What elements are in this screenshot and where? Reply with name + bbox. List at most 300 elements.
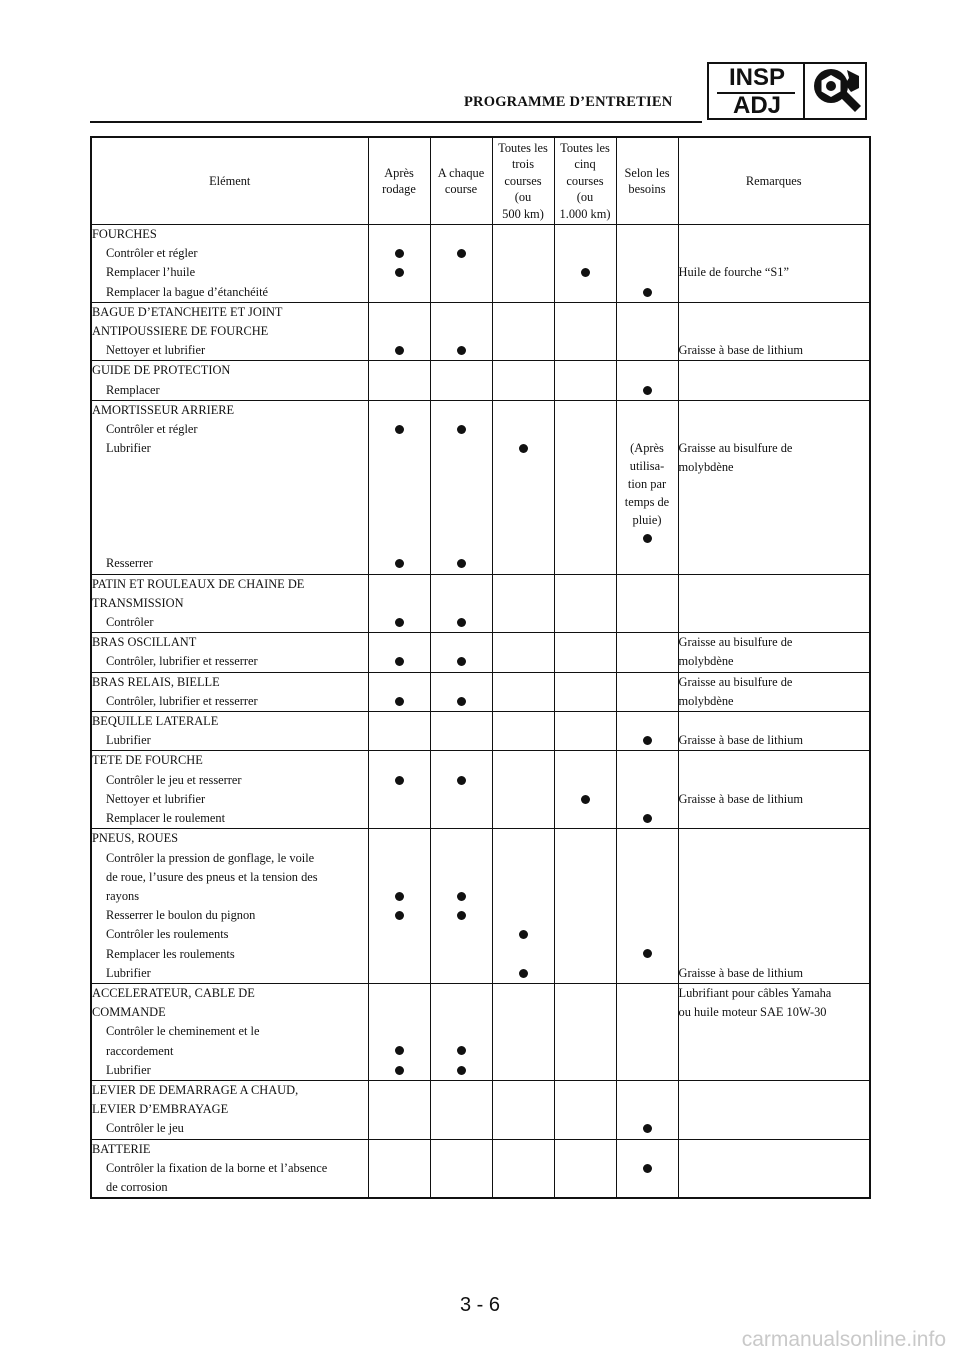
blank-line	[493, 1100, 554, 1119]
mark-line	[431, 1178, 492, 1197]
mark-line	[431, 906, 492, 925]
blank-line	[369, 322, 430, 341]
blank-line	[369, 575, 430, 594]
column-header: Toutes les trois courses (ou 500 km)	[492, 137, 554, 225]
wrench-nut-icon	[811, 66, 863, 116]
column-header: Elément	[91, 137, 368, 225]
interval-cell	[554, 400, 616, 574]
remark-text	[679, 849, 870, 868]
mark-line	[617, 887, 678, 906]
mark-line	[617, 1178, 678, 1197]
mark-line	[431, 868, 492, 887]
blank-line	[555, 673, 616, 692]
remarks-cell	[678, 1080, 870, 1139]
element-cell	[91, 751, 368, 829]
mark-line	[617, 652, 678, 671]
mark-line	[369, 1159, 430, 1178]
item-label: Resserrer	[106, 556, 153, 571]
mark-line	[431, 613, 492, 632]
item-label: Nettoyer et lubrifier	[106, 791, 206, 806]
check-dot	[395, 657, 404, 666]
section-title: AMORTISSEUR ARRIERE	[92, 402, 235, 417]
blank-line	[555, 633, 616, 652]
mark-line	[555, 652, 616, 671]
remarks-cell	[678, 574, 870, 633]
interval-cell	[492, 225, 554, 303]
blank-line	[555, 594, 616, 613]
blank-line	[555, 1081, 616, 1100]
check-dot	[395, 911, 404, 920]
remark-text: Graisse au bisulfure de	[678, 441, 793, 456]
mark-line	[431, 497, 492, 516]
mark-line	[369, 439, 430, 458]
blank-line	[431, 712, 492, 731]
mark-line	[617, 944, 678, 963]
blank-line	[679, 575, 870, 594]
blank-line	[617, 984, 678, 1003]
column-header: Après rodage	[368, 137, 430, 225]
mark-line	[617, 613, 678, 632]
mark-line	[617, 263, 678, 282]
element-cell	[91, 302, 368, 361]
blank-line	[679, 751, 870, 770]
blank-line	[493, 594, 554, 613]
interval-cell	[616, 361, 678, 400]
remark-text	[679, 535, 870, 554]
mark-line	[617, 868, 678, 887]
interval-cell	[430, 1080, 492, 1139]
mark-line	[617, 381, 678, 400]
blank-line	[431, 751, 492, 770]
section-title: TRANSMISSION	[92, 595, 184, 610]
element-cell	[91, 983, 368, 1080]
remarks-cell	[678, 400, 870, 574]
mark-line	[431, 809, 492, 828]
interval-cell	[368, 302, 430, 361]
blank-line	[555, 1003, 616, 1022]
blank-line	[617, 1003, 678, 1022]
blank-line	[555, 361, 616, 380]
mark-line	[431, 944, 492, 963]
section-title: BRAS RELAIS, BIELLE	[92, 674, 220, 689]
remark-text: ou huile moteur SAE 10W-30	[678, 1005, 827, 1020]
interval-cell	[492, 751, 554, 829]
mark-line	[431, 1061, 492, 1080]
blank-line	[617, 633, 678, 652]
blank-line	[493, 225, 554, 244]
mark-line	[493, 1119, 554, 1138]
interval-cell	[430, 574, 492, 633]
mark-line	[431, 439, 492, 458]
mark-line	[555, 692, 616, 711]
mark-line	[555, 554, 616, 573]
interval-cell	[430, 983, 492, 1080]
remark-text: Graisse à base de lithium	[678, 733, 804, 748]
check-dot	[457, 1066, 466, 1075]
interval-cell	[616, 574, 678, 633]
blank-line	[431, 401, 492, 420]
element-cell	[91, 574, 368, 633]
check-dot	[395, 1066, 404, 1075]
table-row	[91, 400, 870, 574]
blank-line	[369, 984, 430, 1003]
mark-line	[555, 535, 616, 554]
mark-line	[555, 809, 616, 828]
interval-cell	[430, 633, 492, 672]
mark-line	[555, 458, 616, 477]
interval-cell	[492, 829, 554, 984]
mark-line	[555, 263, 616, 282]
blank-line	[431, 1140, 492, 1159]
interval-cell	[554, 1080, 616, 1139]
interval-cell	[430, 361, 492, 400]
interval-cell	[554, 829, 616, 984]
item-label: Remplacer	[106, 382, 160, 397]
interval-cell	[554, 672, 616, 711]
item-label: Lubrifier	[106, 441, 151, 456]
mark-line	[617, 790, 678, 809]
check-dot	[581, 268, 590, 277]
mark-line	[369, 1119, 430, 1138]
check-dot	[643, 814, 652, 823]
insp-adj-badge	[707, 62, 867, 120]
mark-line	[369, 790, 430, 809]
section-title: COMMANDE	[92, 1005, 166, 1020]
mark-line	[555, 1041, 616, 1060]
mark-line	[431, 887, 492, 906]
mark-line	[431, 341, 492, 360]
interval-note: temps de	[624, 495, 670, 510]
remark-text	[679, 1159, 870, 1178]
table-row	[91, 1080, 870, 1139]
interval-cell	[616, 1080, 678, 1139]
mark-line	[369, 887, 430, 906]
item-label: Contrôler le cheminement et le	[106, 1024, 260, 1039]
mark-line	[431, 420, 492, 439]
interval-cell	[368, 225, 430, 303]
mark-line	[493, 478, 554, 497]
check-dot	[395, 268, 404, 277]
element-cell	[91, 633, 368, 672]
element-cell	[91, 361, 368, 400]
badge-insp-label: INSP	[728, 64, 785, 91]
mark-line	[617, 1159, 678, 1178]
remark-text	[679, 1061, 870, 1080]
interval-cell	[616, 672, 678, 711]
mark-line	[555, 868, 616, 887]
mark-line	[369, 381, 430, 400]
blank-line	[369, 673, 430, 692]
mark-line	[369, 771, 430, 790]
remark-text	[679, 516, 870, 535]
mark-line	[369, 613, 430, 632]
blank-line	[617, 401, 678, 420]
mark-line	[369, 868, 430, 887]
blank-line	[679, 1100, 870, 1119]
remark-text: Graisse à base de lithium	[678, 965, 804, 980]
blank-line	[369, 1081, 430, 1100]
header-rule	[90, 121, 702, 123]
blank-line	[617, 225, 678, 244]
item-label: Remplacer le roulement	[106, 811, 226, 826]
mark-line	[555, 283, 616, 302]
mark-line	[369, 341, 430, 360]
blank-line	[369, 1003, 430, 1022]
check-dot	[519, 930, 528, 939]
mark-line	[369, 731, 430, 750]
mark-line	[555, 1178, 616, 1197]
item-label: Contrôler	[106, 615, 154, 630]
item-label: Lubrifier	[106, 1062, 151, 1077]
blank-line	[431, 575, 492, 594]
mark-line	[431, 283, 492, 302]
blank-line	[679, 594, 870, 613]
mark-line	[493, 1041, 554, 1060]
mark-line	[493, 613, 554, 632]
mark-line	[555, 1061, 616, 1080]
interval-cell	[368, 400, 430, 574]
mark-line	[493, 283, 554, 302]
mark-line	[617, 283, 678, 302]
blank-line	[92, 497, 368, 516]
interval-cell	[430, 751, 492, 829]
mark-line	[431, 964, 492, 983]
mark-line	[555, 497, 616, 516]
mark-line	[555, 613, 616, 632]
interval-cell	[554, 361, 616, 400]
blank-line	[679, 401, 870, 420]
mark-line	[617, 1022, 678, 1041]
check-dot	[519, 444, 528, 453]
blank-line	[493, 829, 554, 848]
interval-cell	[368, 751, 430, 829]
mark-line	[431, 848, 492, 867]
mark-line	[369, 692, 430, 711]
remark-text	[679, 945, 870, 964]
remark-text	[679, 809, 870, 828]
interval-cell	[368, 829, 430, 984]
element-cell	[91, 672, 368, 711]
remarks-cell	[678, 361, 870, 400]
remark-text: Graisse au bisulfure de	[678, 674, 793, 689]
remark-text: Graisse au bisulfure de	[678, 635, 793, 650]
section-title: PATIN ET ROULEAUX DE CHAINE DE	[92, 576, 305, 591]
mark-line	[369, 244, 430, 263]
item-label: Remplacer les roulements	[106, 946, 235, 961]
mark-line	[555, 478, 616, 497]
element-cell	[91, 1080, 368, 1139]
blank-line	[679, 1081, 870, 1100]
blank-line	[493, 361, 554, 380]
mark-line	[431, 790, 492, 809]
mark-line	[369, 925, 430, 944]
mark-line	[617, 771, 678, 790]
mark-line	[617, 848, 678, 867]
table-row	[91, 829, 870, 984]
mark-line	[431, 1159, 492, 1178]
table-row	[91, 361, 870, 400]
badge-divider	[803, 64, 805, 118]
blank-line	[369, 633, 430, 652]
remarks-cell	[678, 672, 870, 711]
mark-line	[369, 848, 430, 867]
remarks-cell	[678, 302, 870, 361]
mark-line	[369, 478, 430, 497]
page-number: 3 - 6	[459, 1294, 501, 1316]
table-row	[91, 302, 870, 361]
blank-line	[617, 673, 678, 692]
mark-line	[493, 1178, 554, 1197]
mark-line	[431, 478, 492, 497]
mark-line	[369, 906, 430, 925]
mark-line	[555, 790, 616, 809]
mark-line	[493, 244, 554, 263]
mark-line	[555, 244, 616, 263]
interval-cell	[368, 712, 430, 751]
check-dot	[457, 1046, 466, 1055]
check-dot	[395, 697, 404, 706]
mark-line	[431, 771, 492, 790]
interval-cell	[368, 983, 430, 1080]
section-title: BAGUE D’ETANCHEITE ET JOINT	[92, 304, 283, 319]
mark-line	[369, 1178, 430, 1197]
table-row	[91, 751, 870, 829]
section-title: BATTERIE	[92, 1141, 151, 1156]
item-label: Contrôler le jeu et resserrer	[106, 772, 242, 787]
mark-line	[431, 1119, 492, 1138]
item-label: Contrôler la pression de gonflage, le voile	[106, 850, 315, 865]
interval-cell	[430, 712, 492, 751]
check-dot	[457, 657, 466, 666]
blank-line	[493, 673, 554, 692]
mark-line	[493, 731, 554, 750]
interval-cell	[430, 1139, 492, 1198]
blank-line	[555, 751, 616, 770]
mark-line	[431, 244, 492, 263]
mark-line	[493, 887, 554, 906]
item-label: rayons	[106, 888, 140, 903]
item-label: Contrôler et régler	[106, 422, 198, 437]
interval-cell	[492, 712, 554, 751]
blank-line	[493, 984, 554, 1003]
mark-line	[431, 381, 492, 400]
mark-line	[369, 1022, 430, 1041]
page-header-title: PROGRAMME D’ENTRETIEN	[464, 94, 673, 110]
mark-line	[555, 1159, 616, 1178]
mark-line	[431, 1041, 492, 1060]
mark-line	[617, 692, 678, 711]
remark-text	[679, 381, 870, 400]
check-dot	[457, 697, 466, 706]
interval-cell	[492, 400, 554, 574]
blank-line	[617, 829, 678, 848]
interval-cell	[554, 302, 616, 361]
blank-line	[555, 712, 616, 731]
blank-line	[431, 225, 492, 244]
table-row	[91, 225, 870, 303]
blank-line	[493, 1003, 554, 1022]
mark-line	[493, 381, 554, 400]
check-dot	[643, 736, 652, 745]
item-label: Resserrer le boulon du pignon	[106, 908, 256, 923]
remark-text	[679, 1042, 870, 1061]
interval-cell	[430, 400, 492, 574]
remarks-cell	[678, 633, 870, 672]
element-cell	[91, 829, 368, 984]
mark-line	[431, 263, 492, 282]
mark-line	[555, 944, 616, 963]
remark-text	[679, 771, 870, 790]
mark-line	[617, 420, 678, 439]
blank-line	[617, 1100, 678, 1119]
remarks-cell	[678, 712, 870, 751]
blank-line	[92, 478, 368, 497]
interval-cell	[492, 302, 554, 361]
element-cell	[91, 225, 368, 303]
check-dot	[581, 795, 590, 804]
blank-line	[493, 303, 554, 322]
blank-line	[679, 361, 870, 380]
check-dot	[395, 618, 404, 627]
mark-line	[617, 341, 678, 360]
remark-text	[679, 1022, 870, 1041]
blank-line	[617, 361, 678, 380]
mark-line	[369, 458, 430, 477]
interval-cell	[492, 983, 554, 1080]
blank-line	[431, 322, 492, 341]
mark-line	[369, 497, 430, 516]
mark-line	[617, 906, 678, 925]
mark-line	[493, 848, 554, 867]
mark-line	[555, 341, 616, 360]
mark-line	[493, 535, 554, 554]
interval-cell	[492, 361, 554, 400]
blank-line	[555, 401, 616, 420]
mark-line	[369, 1061, 430, 1080]
remarks-cell	[678, 751, 870, 829]
interval-cell	[554, 633, 616, 672]
mark-line	[431, 652, 492, 671]
mark-line	[369, 263, 430, 282]
blank-line	[431, 1081, 492, 1100]
interval-cell	[430, 302, 492, 361]
column-header: A chaque course	[430, 137, 492, 225]
badge-adj-label: ADJ	[732, 92, 781, 119]
table-row	[91, 633, 870, 672]
mark-line	[555, 1119, 616, 1138]
mark-line	[555, 964, 616, 983]
item-label: Contrôler et régler	[106, 246, 198, 261]
check-dot	[395, 1046, 404, 1055]
check-dot	[395, 249, 404, 258]
interval-note: pluie)	[632, 513, 662, 528]
mark-line	[369, 420, 430, 439]
interval-note: tion par	[627, 477, 667, 492]
remark-text	[679, 497, 870, 516]
remark-text: Huile de fourche “S1”	[678, 265, 789, 280]
section-title: BEQUILLE LATERALE	[92, 714, 219, 729]
blank-line	[555, 984, 616, 1003]
check-dot	[457, 618, 466, 627]
interval-cell	[616, 633, 678, 672]
element-cell	[91, 712, 368, 751]
mark-line	[431, 554, 492, 573]
check-dot	[643, 949, 652, 958]
table-row	[91, 712, 870, 751]
blank-line	[493, 712, 554, 731]
item-label: de corrosion	[106, 1179, 168, 1194]
blank-line	[369, 712, 430, 731]
